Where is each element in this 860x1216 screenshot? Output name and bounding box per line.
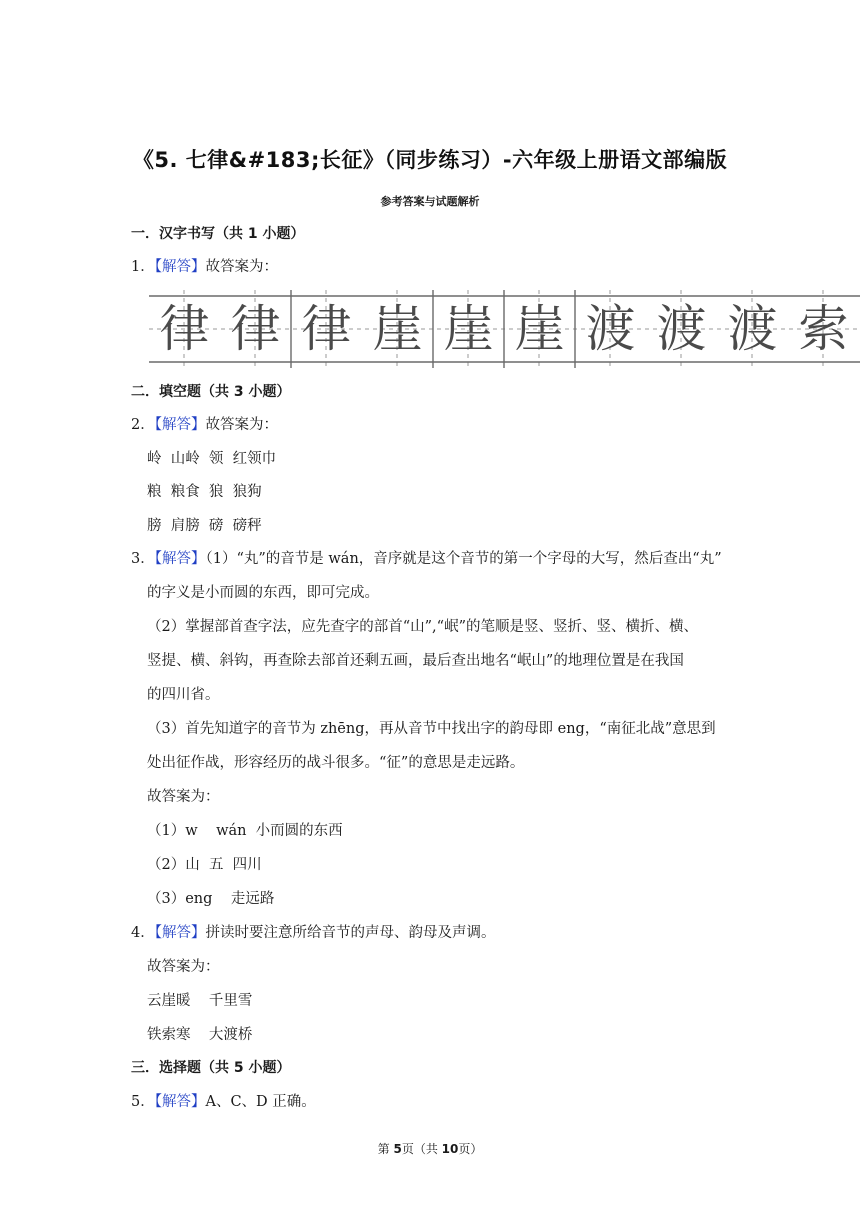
answer-tag: 【解答】	[154, 417, 206, 433]
document-title: 《5. 七律&#183;长征》（同步练习）-六年级上册语文部编版	[132, 148, 728, 172]
question-2	[131, 415, 278, 435]
footer-page-number: 5	[393, 1142, 402, 1156]
grid-char: 索	[798, 300, 849, 358]
answer-row: 岭 山岭 领 红领巾	[147, 451, 277, 467]
grid-char: 渡	[585, 300, 636, 358]
footer-prefix: 第	[377, 1142, 394, 1156]
grid-char: 崖	[372, 300, 423, 358]
question-4	[131, 923, 495, 943]
footer-middle: 页（共	[401, 1142, 442, 1156]
answer-line: （3）eng 走远路	[147, 891, 275, 907]
grid-char: 律	[301, 300, 352, 358]
answer-line: 处出征作战，形容经历的战斗很多。“征”的意思是走远路。	[147, 755, 525, 771]
answer-line: 云崖暖 千里雪	[147, 993, 253, 1009]
answer-tag: 【解答】	[154, 259, 206, 275]
answer-text: A、C、D 正确。	[205, 1094, 316, 1110]
handwriting-grid	[149, 290, 860, 368]
question-number: 1．	[131, 259, 155, 275]
answer-text: 故答案为：	[205, 417, 278, 433]
question-number: 2．	[131, 417, 155, 433]
answer-text: 拼读时要注意所给音节的声母、韵母及声调。	[205, 925, 496, 941]
page-footer	[0, 1140, 860, 1157]
grid-char: 渡	[727, 300, 778, 358]
answer-line: 故答案为：	[147, 789, 220, 805]
answer-row: 粮 粮食 狼 狼狗	[147, 484, 262, 500]
answer-tag: 【解答】	[154, 925, 206, 941]
question-3	[131, 549, 722, 569]
question-1	[131, 257, 278, 277]
answer-text: 故答案为：	[205, 259, 278, 275]
grid-char: 律	[159, 300, 210, 358]
answer-line: （3）首先知道字的音节为 zhēng，再从音节中找出字的韵母即 eng，“南征北战”意思到	[147, 721, 716, 737]
answer-line: 故答案为：	[147, 959, 220, 975]
grid-char: 崖	[514, 300, 565, 358]
answer-tag: 【解答】	[154, 551, 206, 567]
answer-line: （1）w wán 小而圆的东西	[147, 823, 343, 839]
question-number: 3．	[131, 551, 155, 567]
grid-char: 律	[230, 300, 281, 358]
footer-total-pages: 10	[441, 1142, 459, 1156]
answer-line: 竖提、横、斜钩，再查除去部首还剩五画，最后查出地名“岷山”的地理位置是在我国	[147, 653, 684, 669]
answer-text: （1）“丸”的音节是 wán，音序就是这个音节的第一个字母的大写，然后查出“丸”	[205, 551, 722, 567]
grid-char: 渡	[656, 300, 707, 358]
answer-line: 的字义是小而圆的东西，即可完成。	[147, 585, 379, 601]
section-heading-1: 一．汉字书写（共 1 小题）	[131, 226, 305, 242]
answer-line: 铁索寒 大渡桥	[147, 1027, 253, 1043]
answer-row: 膀 肩膀 磅 磅秤	[147, 518, 262, 534]
answer-line: （2）山 五 四川	[147, 857, 262, 873]
question-5	[131, 1092, 316, 1112]
answer-tag: 【解答】	[154, 1094, 206, 1110]
question-number: 5．	[131, 1094, 155, 1110]
footer-suffix: 页）	[458, 1142, 483, 1156]
section-heading-2: 二．填空题（共 3 小题）	[131, 384, 291, 400]
answer-line: （2）掌握部首查字法，应先查字的部首“山”,“岷”的笔顺是竖、竖折、竖、横折、横、	[147, 619, 698, 635]
document-subtitle: 参考答案与试题解析	[380, 195, 480, 208]
grid-char: 崖	[443, 300, 494, 358]
section-heading-3: 三．选择题（共 5 小题）	[131, 1060, 291, 1076]
answer-line: 的四川省。	[147, 687, 220, 703]
question-number: 4．	[131, 925, 155, 941]
